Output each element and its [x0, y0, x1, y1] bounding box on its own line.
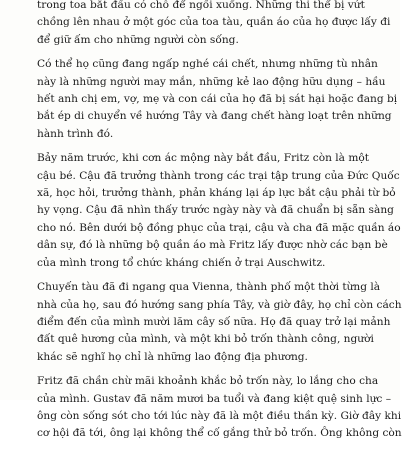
paragraph-5: [37, 373, 402, 443]
paragraph-3: [37, 150, 401, 272]
text-line: trong toa bắt đầu có chỗ để ngồi xuống. Những thi thể bị vứt: [37, 0, 365, 11]
text-line: hết anh chị em, vợ, mẹ và con cái của họ đã bị sát hại hoặc đang bị: [37, 93, 398, 106]
text-line: để giữ ấm cho những người còn sống.: [37, 33, 239, 46]
text-line: chồng lên nhau ở một góc của toa tàu, quần áo của họ được lấy đi: [37, 16, 391, 29]
text-line: nhà của họ, sau đó hướng sang phía Tây, và giờ đây, họ chỉ còn cách: [37, 298, 402, 311]
text-line: cậu bé. Cậu đã trưởng thành trong các trại tập trung của Đức Quốc: [37, 169, 400, 182]
paragraph-2: [37, 56, 398, 143]
text-line: cho nó. Bên dưới bộ đồng phục của trại, cậu và cha đã mặc quần áo: [37, 221, 401, 234]
paragraph-4: [37, 279, 402, 366]
text-line: khác sẽ nghĩ họ chỉ là những lao động địa phương.: [37, 350, 308, 363]
text-line: Fritz đã chần chừ mãi khoảnh khắc bỏ trốn này, lo lắng cho cha: [37, 375, 379, 388]
text-line: đất quê hương của mình, và một khi bỏ trốn thành công, người: [37, 333, 374, 346]
text-line: này là những người may mắn, những kẻ lao động hữu dụng – hầu: [37, 75, 386, 88]
text-line: của mình. Gustav đã năm mươi ba tuổi và đang kiệt quệ sinh lực –: [37, 392, 392, 405]
text-line: xã, học hỏi, trưởng thành, phản kháng lại áp lực bắt cậu phải từ bỏ: [37, 187, 396, 200]
text-line: cơ hội đã tới, ông lại không thể cố gắng thử bỏ trốn. Ông không còn: [37, 427, 402, 440]
text-line: hành trình đó.: [37, 127, 114, 140]
text-line: Chuyến tàu đã đi ngang qua Vienna, thành phố một thời từng là: [37, 281, 381, 294]
text-line: dân sự, đó là những bộ quần áo mà Fritz lấy được nhờ các bạn bè: [37, 239, 388, 252]
text-line: ông còn sống sót cho tới lúc này đã là một điều thần kỳ. Giờ đây khi: [37, 409, 402, 422]
text-line: hy vọng. Cậu đã nhìn thấy trước ngày này và đã chuẩn bị sẵn sàng: [37, 204, 394, 217]
text-line: Có thể họ cũng đang ngấp nghé cái chết, nhưng những tù nhân: [37, 58, 378, 71]
text-line: điểm đến của mình mười lăm cây số nữa. Họ đã quay trở lại mảnh: [37, 315, 391, 328]
text-line: Bảy năm trước, khi cơn ác mộng này bắt đầu, Fritz còn là một: [37, 152, 370, 165]
paragraph-1: [37, 0, 391, 49]
text-line: bắt ép di chuyển về hướng Tây và đang chết hàng loạt trên những: [37, 110, 392, 123]
text-line: của mình trong tổ chức kháng chiến ở trại Auschwitz.: [37, 256, 326, 269]
page-text: [37, 0, 402, 450]
